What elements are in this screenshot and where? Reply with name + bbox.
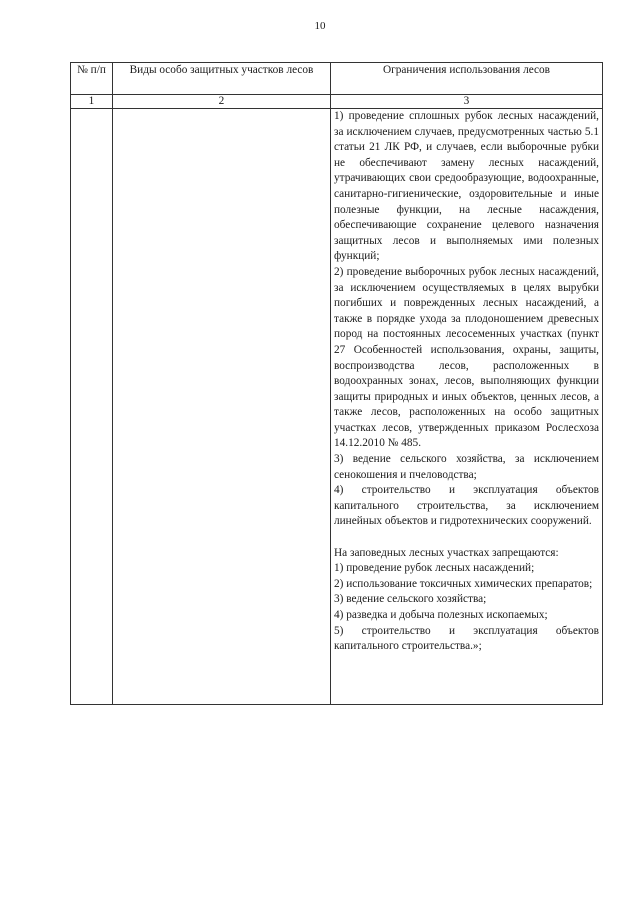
restriction-paragraph: 3) ведение сельского хозяйства, за исключением сенокошения и пчеловодства; — [334, 453, 599, 481]
paragraph-gap — [334, 530, 599, 546]
header-number: № п/п — [71, 63, 113, 95]
restriction-paragraph: 2) проведение выборочных рубок лесных насаждений, за исключением осуществляемых в целях вырубки погибших и поврежденных лесных насаждений, а также в порядке ухода за плодоношением древесных пород на постоянных лесосеменных участках (пункт 27 Особенностей использования, охраны, защиты, воспроизводства лесов, расположенных в водоохранных зонах, лесов, выполняющих функции защиты природных и иных объектов, ценных лесов, а также лесов, расположенных на особо защитных участках лесов, утвержденных приказом Рослесхоза 14.12.2010 № 485. — [334, 265, 599, 450]
header-restrictions: Ограничения использования лесов — [331, 63, 603, 95]
column-number-row — [71, 95, 603, 109]
reserved-item: 5) строительство и эксплуатация объектов капитального строительства.»; — [334, 624, 599, 653]
restriction-paragraph: 4) строительство и эксплуатация объектов капитального строительства, за исключением линейных объектов и гидротехнических сооружений. — [334, 484, 599, 528]
table-row — [71, 109, 603, 705]
reserved-item: 1) проведение рубок лесных насаждений; — [334, 562, 535, 575]
cell-number — [71, 109, 113, 705]
restriction-paragraph: 1) проведение сплошных рубок лесных насаждений, за исключением случаев, предусмотренных частью 5.1 статьи 21 ЛК РФ, и случаев, если выборочные рубки не обеспечивают замену лесных насаждений, утрачивающих свои средообразующие, водоохранные, санитарно-гигиенические, оздоровительные и иные полезные функции, на лесные насаждения, обеспечивающие сохранение целевого назначения защитных лесов и выполняемых ими полезных функций; — [334, 110, 599, 263]
reserved-item: 2) использование токсичных химических препаратов; — [334, 577, 593, 590]
cell-types — [113, 109, 331, 705]
table-header-row — [71, 63, 603, 95]
reserved-item: 4) разведка и добыча полезных ископаемых; — [334, 609, 548, 621]
cell-restrictions — [331, 109, 603, 705]
reserved-heading: На заповедных лесных участках запрещаются: — [334, 546, 559, 559]
restrictions-table — [70, 62, 603, 705]
reserved-item: 3) ведение сельского хозяйства; — [334, 593, 487, 606]
column-number-3: 3 — [331, 95, 603, 109]
header-types: Виды особо защитных участков лесов — [113, 63, 331, 95]
column-number-1: 1 — [71, 95, 113, 109]
column-number-2: 2 — [113, 95, 331, 109]
page-number: 10 — [314, 20, 326, 32]
